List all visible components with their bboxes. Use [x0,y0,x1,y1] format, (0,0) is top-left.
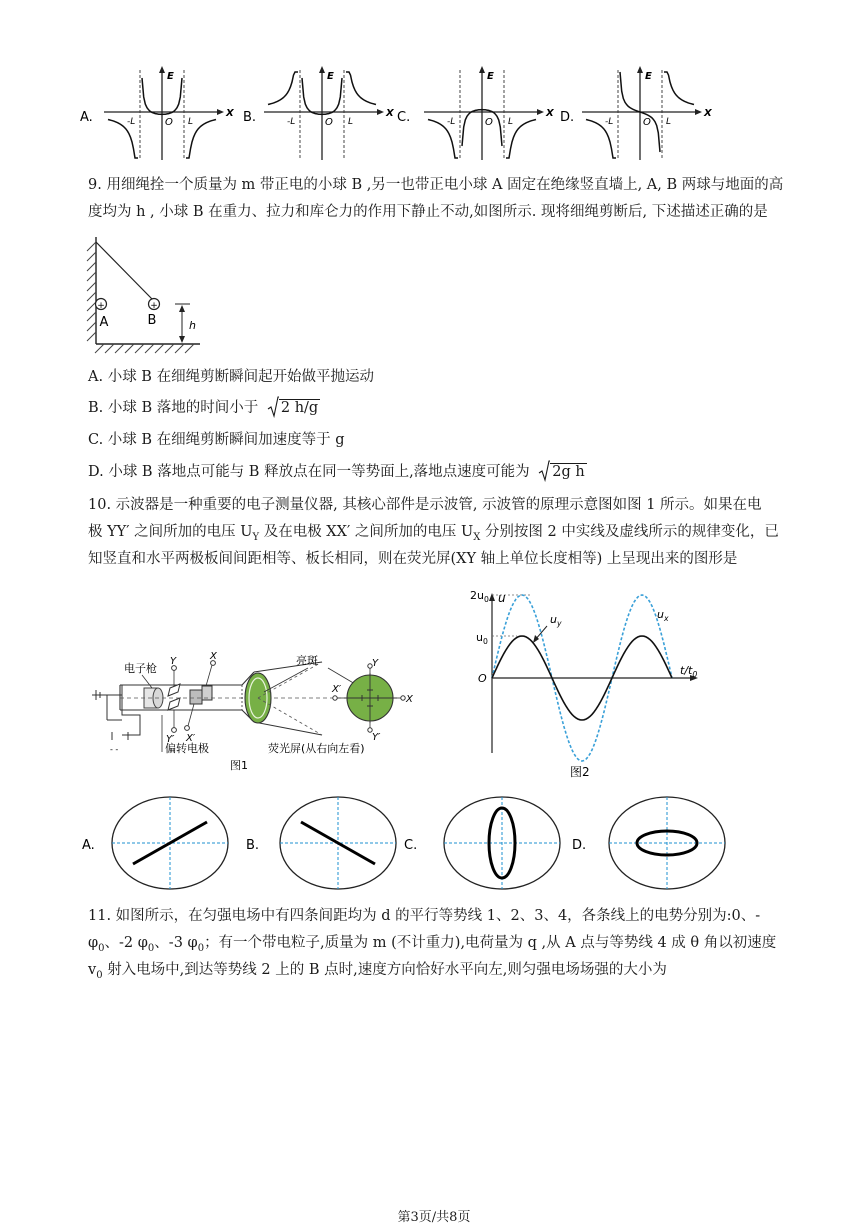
q10-stem-line1: 10. 示波器是一种重要的电子测量仪器, 其核心部件是示波管, 示波管的原理示意图如图 1 所示。如果在电 [88,497,762,513]
q8-option-c [397,66,555,160]
q8-axis-x: X [226,108,234,119]
q11-sub-2: 0 [147,942,155,954]
screen-label-x: X [406,694,413,705]
q9-option-a: A. 小球 B 在细绳剪断瞬间起开始做平抛运动 [88,369,375,385]
q8-pos-l: L [188,117,194,127]
q10-option-c [404,797,560,889]
page-footer: 第3页/共8页 [397,1210,471,1225]
q9-option-d-text: D. 小球 B 落地点可能与 B 释放点在同一等势面上,落地点速度可能为 [88,464,530,480]
q10-option-label: D. [572,838,587,853]
q11-sub-3: 0 [197,942,205,954]
series-uy-label: $u_y$ [550,613,562,628]
q9-stem-line2: 度均为 h , 小球 B 在重力、拉力和库仑力的作用下静止不动,如图所示. 现将细绳剪断后, 下述描述正确的是 [88,204,768,220]
q8-neg-l: -L [447,117,456,127]
t-axis-label: $t/t_0$ [680,664,698,679]
q8-origin: O [165,117,173,128]
q9-option-b-sqrt [267,398,320,418]
series-ux-label: $u_x$ [657,608,669,623]
q8-option-label: C. [397,110,411,125]
q10-sub-y: Y [252,531,260,543]
fig1-caption: 图1 [230,759,248,772]
q10-stem-line2-c: 分别按图 2 中实线及虚线所示的规律变化，已 [480,524,779,540]
q11-v: v [88,962,97,978]
q8-curve [346,72,376,105]
q8-curve [664,72,694,105]
q10-option-b [246,797,396,889]
q10-stem-line2 [88,522,779,548]
label-deflection-electrodes: 偏转电极 [165,742,209,755]
u-axis-arrow [489,593,495,601]
screen-label-yp: Y′ [372,732,381,743]
q8-neg-l: -L [287,117,296,127]
q9-option-c: C. 小球 B 在细绳剪断瞬间加速度等于 g [88,432,345,448]
fig1-label-xp: X′ [186,733,196,744]
q10-stem-line3: 知竖直和水平两极板间间距相等、板长相同，则在荧光屏(XY 轴上单位长度相等) 上呈现出来的图形是 [88,551,738,567]
origin-label: O [478,672,487,685]
q9-option-b-text: B. 小球 B 落地的时间小于 [88,400,259,416]
q11-stem-line2 [88,933,776,959]
q8-axis-e: E [645,71,652,82]
q11-phi-2: 、-2 φ [104,935,148,951]
q9-option-d [88,462,587,482]
q9-stem-line1: 9. 用细绳拴一个质量为 m 带正电的小球 B ,另一也带正电小球 A 固定在绝缘竖直墙上, A, B 两球与地面的高 [88,177,784,193]
q10-option-label: C. [404,838,418,853]
q10-figure1 [82,640,422,775]
q8-option-b [243,66,395,160]
q8-origin: O [325,117,333,128]
label-b: B [147,313,157,328]
q8-axis-e: E [487,71,494,82]
q8-option-d [560,66,713,160]
q11-stem-line2-rest: ；有一个带电粒子,质量为 m (不计重力),电荷量为 q ,从 A 点与等势线 4 成 θ 角以初速度 [204,935,777,951]
q8-pos-l: L [666,117,672,127]
q8-option-label: B. [243,110,257,125]
q11-sub-1: 0 [98,942,105,954]
q8-pos-l: L [348,117,354,127]
q11-phi-3: 、-3 φ [154,935,198,951]
q10-stem-line2-b: 及在电极 XX′ 之间所加的电压 U [259,524,474,540]
q8-option-label: D. [560,110,575,125]
x-plate-1 [190,690,202,704]
q8-neg-l: -L [127,117,136,127]
ball-a-charge: + [97,301,105,311]
tick-u0-label: $u_0$ [476,631,488,646]
q8-option-a [80,66,235,160]
label-h: h [189,319,196,332]
q8-axis-x: X [546,108,554,119]
q10-option-label: A. [82,838,95,853]
q11-stem-line1: 11. 如图所示，在匀强电场中有四条间距均为 d 的平行等势线 1、2、3、4，各条线上的电势分别为:0、- [88,908,761,924]
label-a: A [99,315,109,330]
fig1-label-y: Y [170,656,177,667]
label-bright-spot: 亮斑 [296,654,318,667]
fig2-caption: 图2 [570,765,590,779]
q11-sub-v: 0 [96,969,103,981]
q10-option-d [572,797,725,889]
q9-option-d-radicand: 2g h [552,464,585,480]
q8-pos-l: L [508,117,514,127]
fig1-label-x: X [210,651,217,662]
string-line [96,242,152,299]
q8-neg-l: -L [605,117,614,127]
q8-axis-x: X [704,108,712,119]
q10-figure2-chart [470,588,715,783]
q9-option-b-radicand: 2 h/g [280,400,319,416]
q11-phi-1: φ [88,935,99,951]
q11-stem-line3-rest: 射入电场中,到达等势线 2 上的 B 点时,速度方向恰好水平向左,则匀强电场场强的大小为 [107,962,667,978]
q8-origin: O [485,117,493,128]
q8-axis-e: E [167,71,174,82]
q10-stem-line2-a: 极 YY′ 之间所加的电压 U [88,524,253,540]
q8-option-label: A. [80,110,93,125]
q9-figure [82,232,212,357]
label-fluorescent-screen: 荧光屏(从右向左看) [268,742,365,755]
ball-b-charge: + [150,301,158,311]
label-electron-gun: 电子枪 [124,662,157,675]
q8-axis-x: X [386,108,394,119]
q10-option-a [82,797,228,889]
q8-option-graphs [0,0,868,165]
supply-minus: - - [110,745,119,754]
fig1-label-yp: Y′ [166,734,175,745]
q9-option-d-sqrt [538,462,586,482]
tick-2u0-label: $2u_0$ [470,589,489,604]
q9-option-b [88,398,320,418]
q10-answer-options [70,795,770,895]
q8-curve [268,72,298,105]
u-axis-label: u [498,591,506,605]
screen-label-y: Y [372,658,379,669]
q10-option-label: B. [246,838,260,853]
q8-graphs [0,0,868,165]
q8-origin: O [643,117,651,128]
q10-sub-x: X [473,531,481,543]
q8-axis-e: E [327,71,334,82]
screen-label-xp: X′ [332,684,342,695]
q11-stem-line3 [88,960,667,986]
